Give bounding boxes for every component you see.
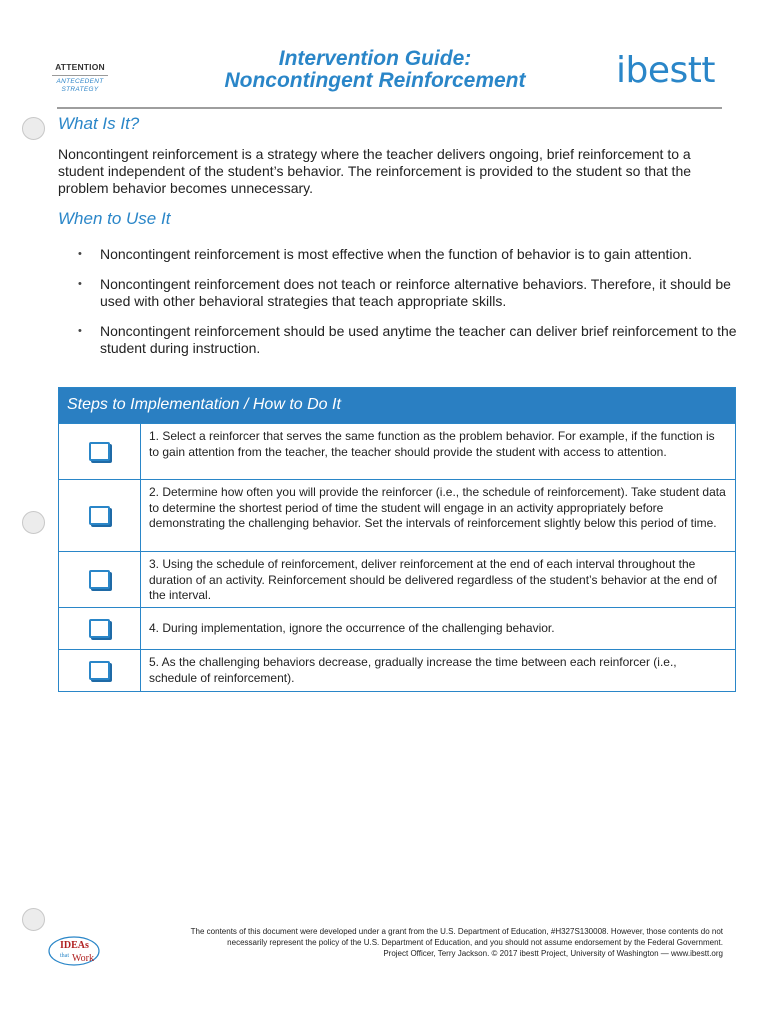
checkbox-icon[interactable] bbox=[89, 619, 110, 638]
what-is-it-heading: What Is It? bbox=[58, 114, 140, 133]
bullet-icon: • bbox=[78, 248, 82, 260]
tag-strategy: STRATEGY bbox=[61, 86, 99, 93]
tag-attention: ATTENTION bbox=[55, 62, 105, 72]
table-row bbox=[59, 423, 735, 479]
step-text: 3. Using the schedule of reinforcement, deliver reinforcement at the end of each interval throughout the duration of an activity. Reinforcement should be delivered regardless of the student’s behavior at the end of the interval. bbox=[149, 557, 717, 602]
bullet-text: Noncontingent reinforcement is most effective when the function of behavior is to gain attention. bbox=[100, 246, 692, 262]
checkbox-icon[interactable] bbox=[89, 442, 110, 461]
page-title bbox=[190, 48, 560, 92]
checkbox-icon[interactable] bbox=[89, 661, 110, 680]
step-checkbox-cell bbox=[59, 552, 141, 607]
binder-hole-top bbox=[22, 117, 45, 140]
header-divider bbox=[57, 107, 722, 109]
step-checkbox-cell bbox=[59, 650, 141, 691]
binder-hole-bottom bbox=[22, 908, 45, 931]
tag-divider bbox=[52, 75, 108, 76]
logo-text-that: that bbox=[60, 953, 69, 959]
bullet-icon: • bbox=[78, 278, 82, 290]
footer-disclaimer bbox=[120, 926, 723, 959]
list-item bbox=[58, 276, 738, 310]
footer-line-2: necessarily represent the policy of the U.S. Department of Education, and you should not assume endorsement by the Federal Government. bbox=[227, 938, 723, 947]
title-line-1: Intervention Guide: bbox=[278, 47, 472, 70]
bullet-text: Noncontingent reinforcement does not teach or reinforce alternative behaviors. Therefore, it should be used with other behavioral strategies that teach appropriate skills. bbox=[100, 276, 731, 309]
steps-heading: Steps to Implementation / How to Do It bbox=[59, 388, 735, 423]
footer-line-3: Project Officer, Terry Jackson. © 2017 ibestt Project, University of Washington — www.ibestt.org bbox=[383, 949, 723, 958]
table-row bbox=[59, 479, 735, 551]
logo-text-work: Work bbox=[72, 953, 94, 964]
steps-table bbox=[58, 387, 736, 692]
bullet-icon: • bbox=[78, 325, 82, 337]
bullet-text: Noncontingent reinforcement should be used anytime the teacher can deliver brief reinforcement to the student during instruction. bbox=[100, 323, 737, 356]
table-row bbox=[59, 649, 735, 691]
tag-antecedent: ANTECEDENT bbox=[56, 78, 104, 85]
step-text: 1. Select a reinforcer that serves the same function as the problem behavior. For example, if the function is to gain attention from the teacher, the teacher should provide the student with access to attention. bbox=[149, 429, 715, 459]
checkbox-icon[interactable] bbox=[89, 506, 110, 525]
when-to-use-list bbox=[58, 246, 738, 370]
table-row bbox=[59, 551, 735, 607]
step-checkbox-cell bbox=[59, 480, 141, 551]
ibestt-logo: ibestt bbox=[616, 50, 715, 91]
list-item bbox=[58, 246, 738, 263]
list-item bbox=[58, 323, 738, 357]
step-text: 5. As the challenging behaviors decrease, gradually increase the time between each reinforcer (i.e., schedule of reinforcement). bbox=[149, 655, 677, 685]
step-checkbox-cell bbox=[59, 608, 141, 649]
step-text: 4. During implementation, ignore the occurrence of the challenging behavior. bbox=[149, 620, 555, 635]
ideas-that-work-logo bbox=[46, 934, 102, 968]
step-text: 2. Determine how often you will provide the reinforcer (i.e., the schedule of reinforcement). Take student data to determine the shortest period of time the student will engage in an activity appropriately before demonstrating the challenging behavior. Set the intervals of reinforcement slightly below this period of time. bbox=[149, 485, 726, 530]
step-checkbox-cell bbox=[59, 424, 141, 479]
checkbox-icon[interactable] bbox=[89, 570, 110, 589]
strategy-tag bbox=[52, 62, 108, 94]
what-is-it-text: Noncontingent reinforcement is a strategy where the teacher delivers ongoing, brief reinforcement to a student independent of the student’s behavior. The reinforcement is provided to the student so that the problem behavior becomes unnecessary. bbox=[58, 146, 692, 196]
table-row bbox=[59, 607, 735, 649]
title-line-2: Noncontingent Reinforcement bbox=[224, 69, 526, 92]
footer-line-1: The contents of this document were developed under a grant from the U.S. Department of Education, #H327S130008. However, those contents do not bbox=[190, 927, 723, 936]
binder-hole-middle bbox=[22, 511, 45, 534]
logo-text-ideas: IDEAs bbox=[60, 940, 89, 951]
when-to-use-heading: When to Use It bbox=[58, 209, 171, 228]
